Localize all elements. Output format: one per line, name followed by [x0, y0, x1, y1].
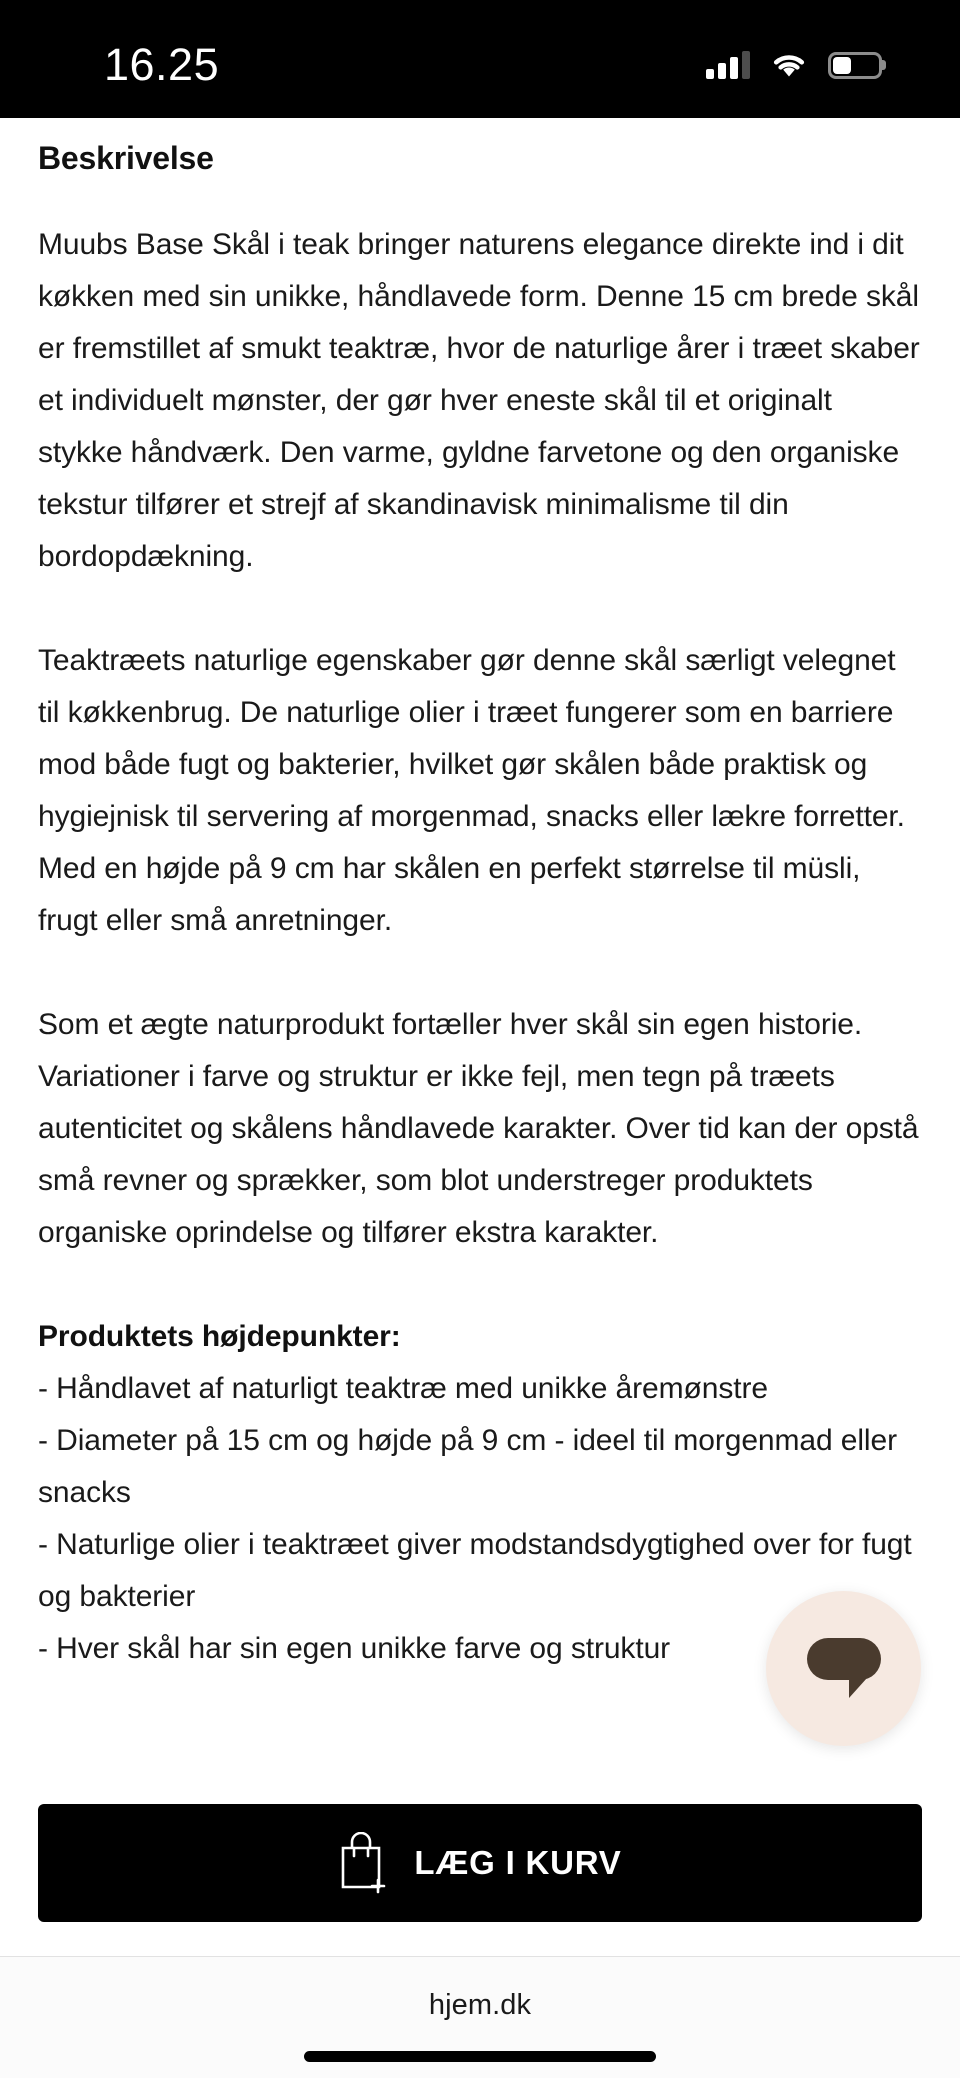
- cellular-signal-icon: [706, 51, 750, 79]
- list-item: - Naturlige olier i teaktræet giver modstandsdygtighed over for fugt og bakterier: [38, 1528, 912, 1613]
- chat-bubble-icon: [805, 1636, 883, 1702]
- home-indicator[interactable]: [304, 2051, 656, 2062]
- sticky-cart-bar: [0, 1785, 960, 1940]
- add-to-cart-button[interactable]: [38, 1804, 922, 1922]
- status-bar-icons: [706, 51, 882, 79]
- wifi-icon: [770, 51, 808, 79]
- description-paragraph-3: Som et ægte naturprodukt fortæller hver skål sin egen historie. Variationer i farve og struktur er ikke fejl, men tegn på træets autenticitet og skålens håndlavede karakter. Over tid kan der opstå små revner og sprækker, som blot understreger produktets organiske oprindelse og tilfører ekstra karakter.: [38, 1008, 919, 1249]
- list-item: - Diameter på 15 cm og højde på 9 cm - ideel til morgenmad eller snacks: [38, 1424, 897, 1509]
- add-to-cart-label: LÆG I KURV: [414, 1843, 622, 1881]
- list-item: - Håndlavet af naturligt teaktræ med unikke åremønstre: [38, 1372, 768, 1405]
- highlights-heading: Produktets højdepunkter:: [38, 1320, 401, 1353]
- browser-bottom-bar: [0, 1956, 960, 2078]
- status-bar-time: 16.25: [104, 39, 220, 90]
- page-title: Beskrivelse: [38, 140, 214, 176]
- status-bar: [0, 0, 960, 118]
- list-item: - Hver skål har sin egen unikke farve og struktur: [38, 1632, 671, 1665]
- chat-widget-button[interactable]: [766, 1591, 921, 1746]
- battery-icon: [828, 52, 882, 79]
- description-paragraph-2: Teaktræets naturlige egenskaber gør denne skål særligt velegnet til køkkenbrug. De naturlige olier i træet fungerer som en barriere mod både fugt og bakterier, hvilket gør skålen både praktisk og hygiejnisk til servering af morgenmad, snacks eller lækre forretter. Med en højde på 9 cm har skålen en perfekt størrelse til müsli, frugt eller små anretninger.: [38, 644, 905, 937]
- description-content: [0, 118, 960, 1675]
- shopping-bag-plus-icon: [338, 1832, 390, 1894]
- description-paragraph-1: Muubs Base Skål i teak bringer naturens elegance direkte ind i dit køkken med sin unikke, håndlavede form. Denne 15 cm brede skål er fremstillet af smukt teaktræ, hvor de naturlige årer i træet skaber et individuelt mønster, der gør hver eneste skål til et originalt stykke håndværk. Den varme, gyldne farvetone og den organiske tekstur tilfører et strejf af skandinavisk minimalisme til din bordopdækning.: [38, 228, 920, 573]
- address-bar-domain[interactable]: hjem.dk: [428, 1989, 532, 2021]
